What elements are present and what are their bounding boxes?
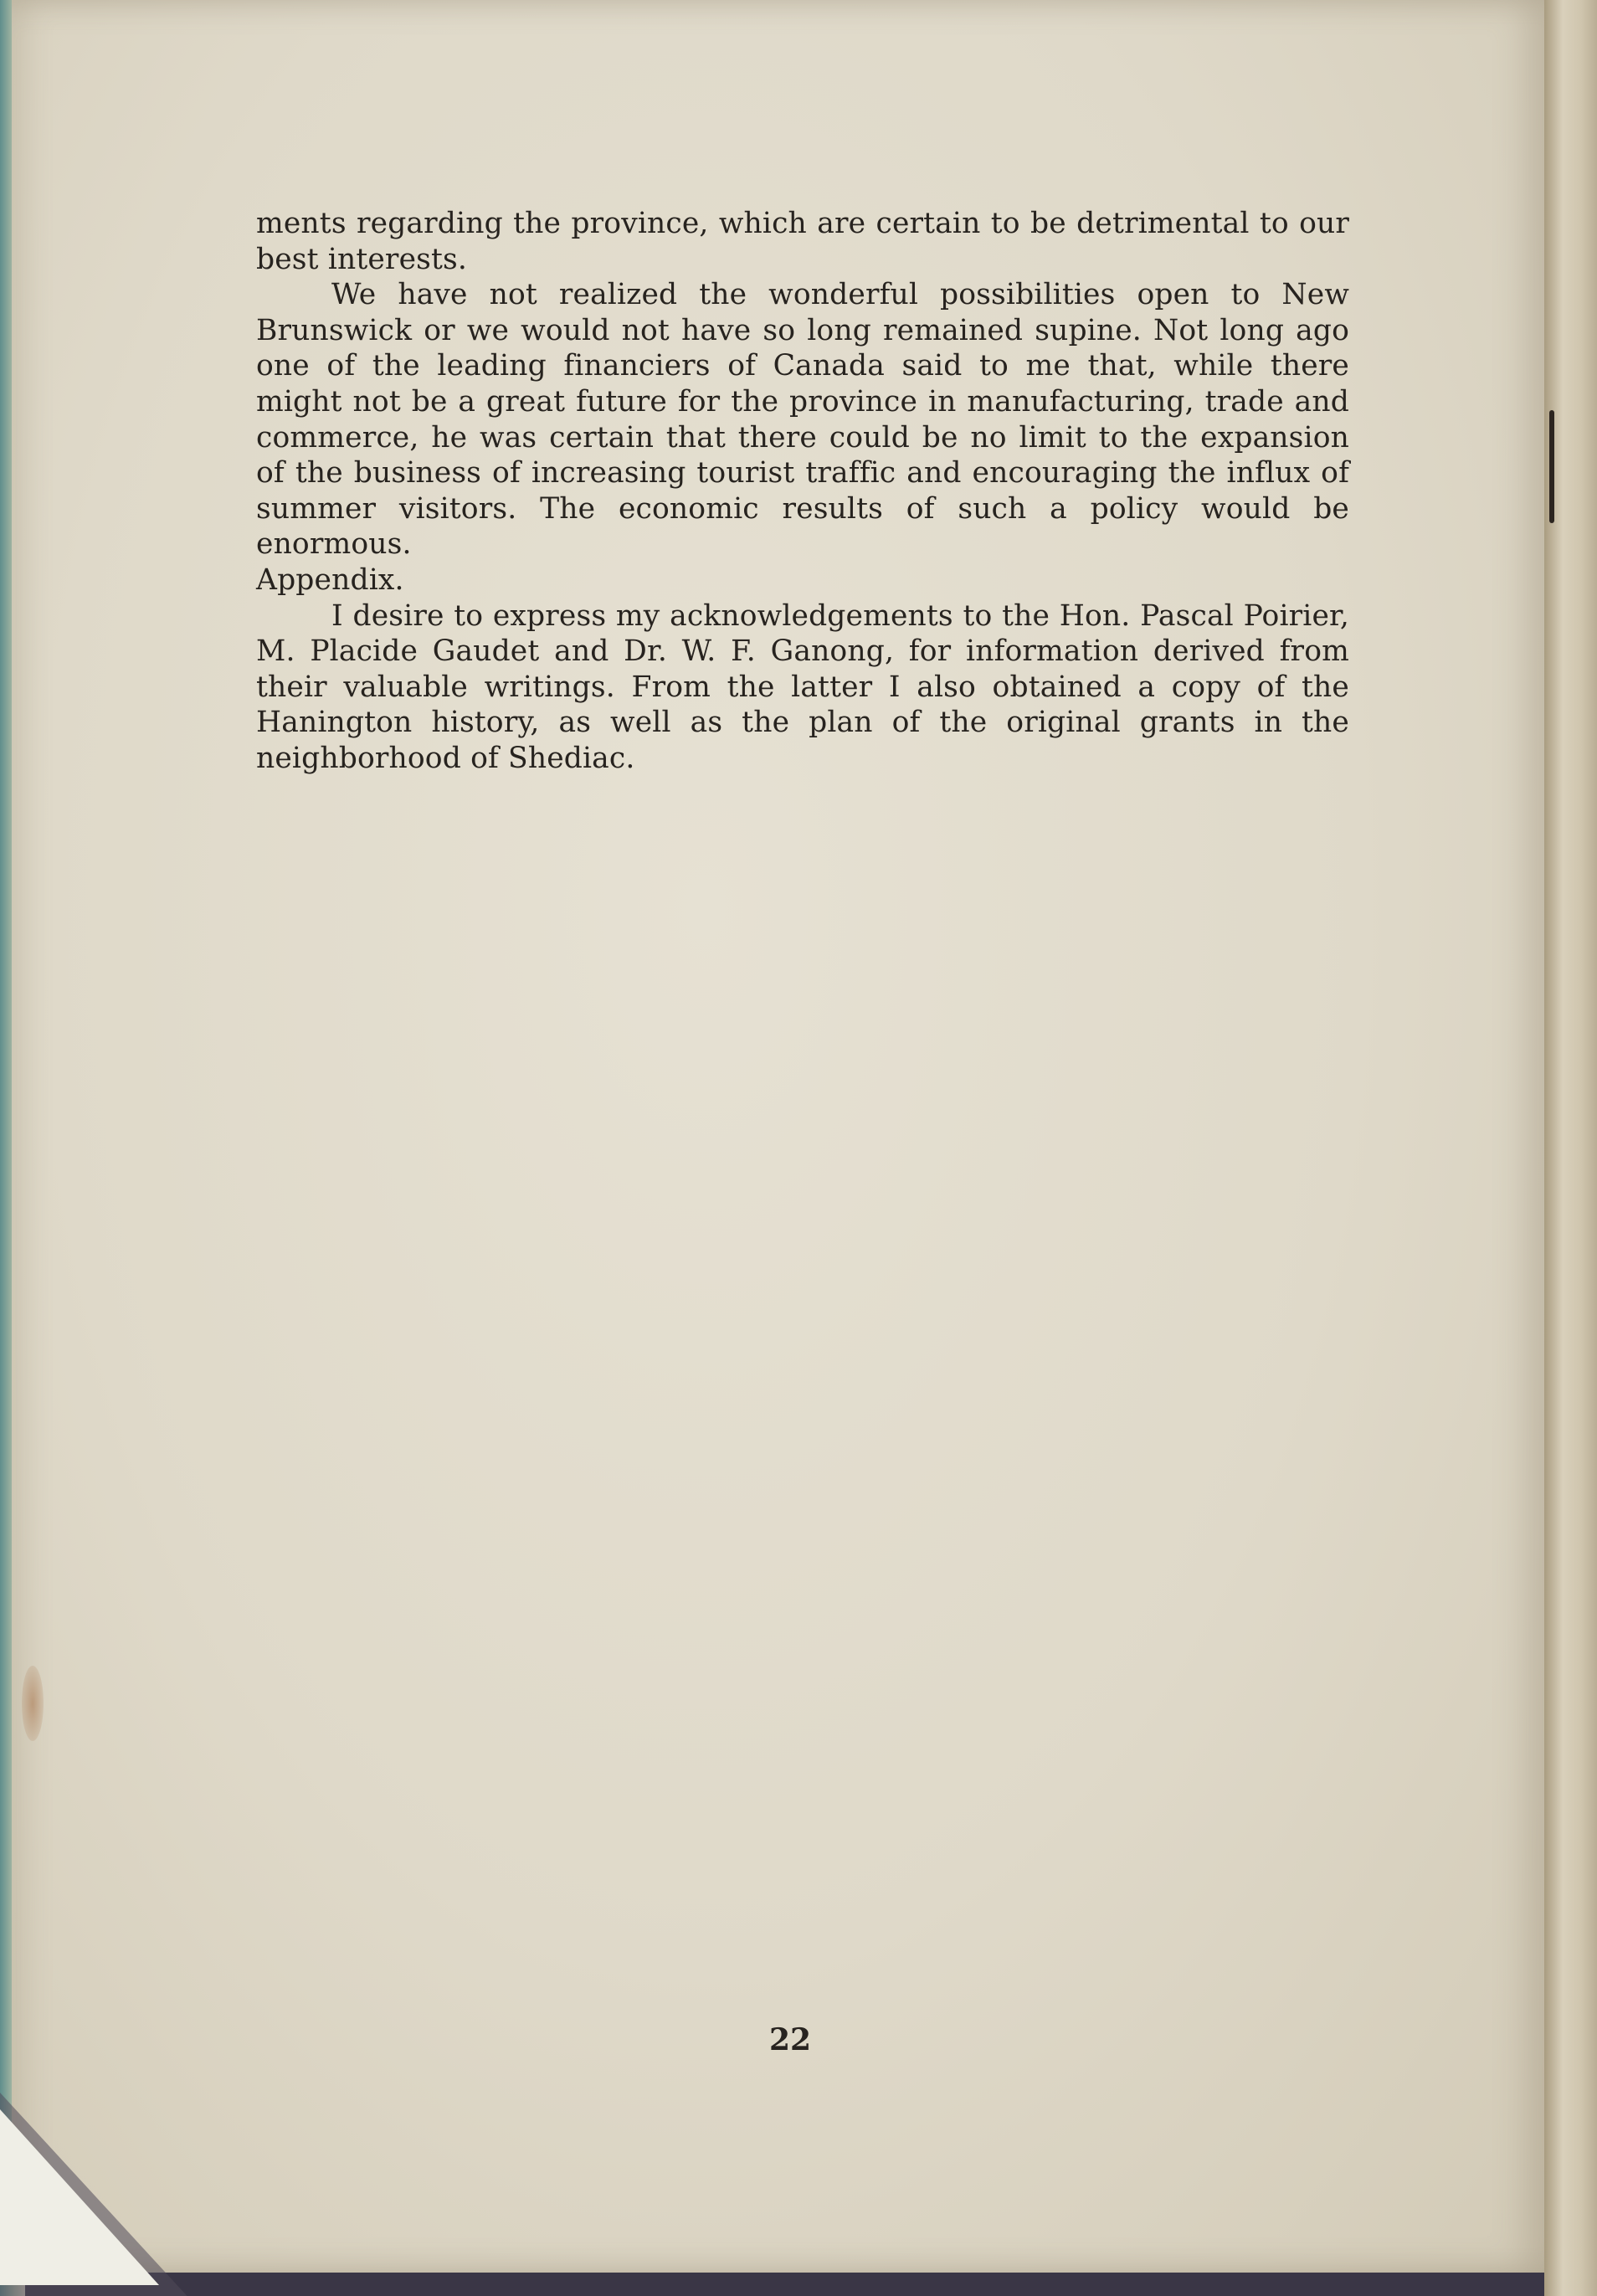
appendix-heading: Appendix.	[256, 562, 404, 597]
paragraph-possibilities: We have not realized the wonderful possibilities open to New Brunswick or we would not have so long remained supine. Not long ago one of the leading financiers of Canada said to me that, while there might not be a great future for the province in manufacturing, trade and commerce, he was certain that there could be no limit to the expansion of the business of increasing tourist traffic and encouraging the influx of summer visitors. The economic results of such a policy would be enormous.	[256, 278, 1349, 562]
binding-mark	[1549, 410, 1554, 523]
binding-fold	[1544, 0, 1597, 2296]
folded-corner	[0, 2109, 159, 2285]
page-number: 22	[768, 2022, 812, 2057]
paper-stain	[22, 1666, 44, 1741]
paragraph-acknowledgements: I desire to express my acknowledgements to the Hon. Pascal Poirier, M. Placide Gaudet and Dr. W. F. Ganong, for information derived from their valuable writings. From the latter I also obtained a copy of the Hanington history, as well as the plan of the original grants in the neighborhood of Shediac.	[256, 598, 1349, 775]
body-text	[256, 206, 1349, 777]
paragraph-continuation: ments regarding the province, which are certain to be detrimental to our best interests.	[256, 207, 1349, 276]
